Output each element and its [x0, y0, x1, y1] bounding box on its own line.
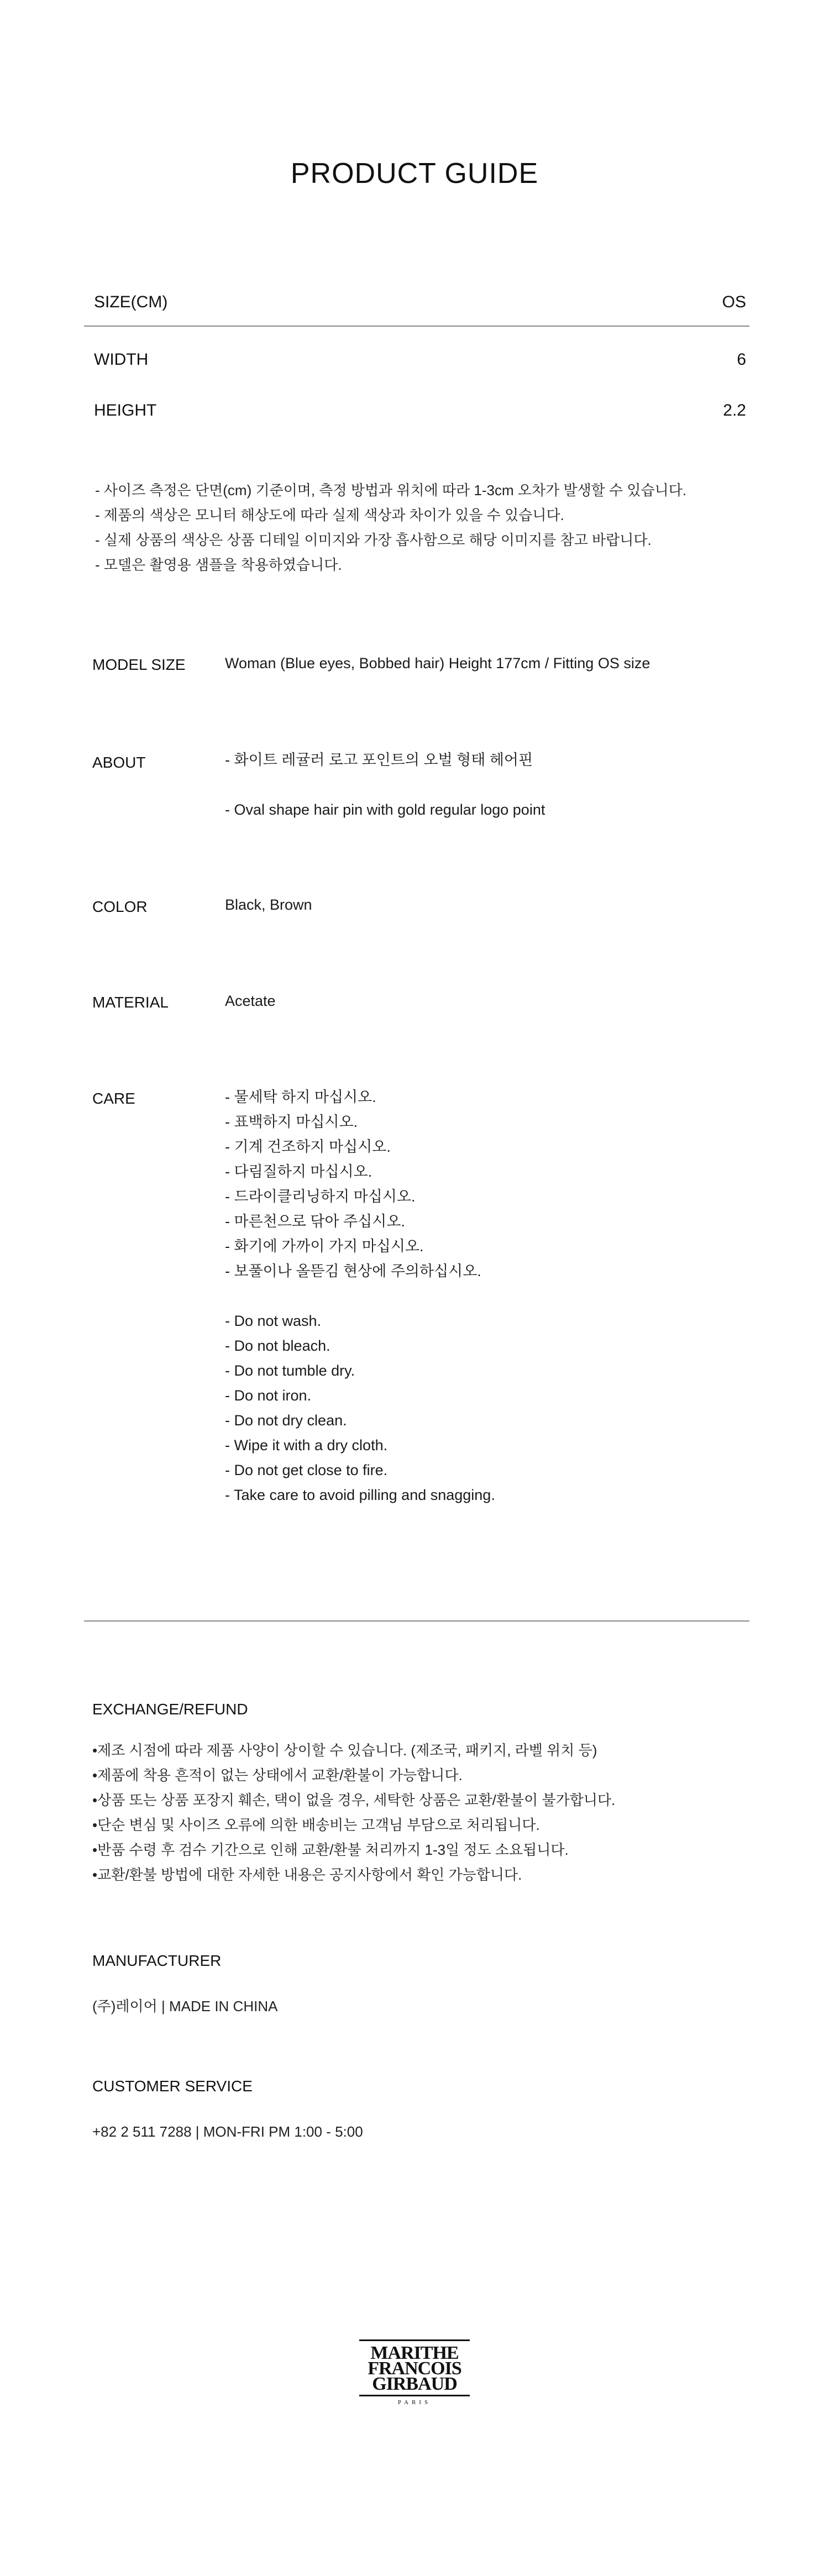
material-label: MATERIAL	[92, 994, 169, 1011]
care-line: - 물세탁 하지 마십시오.	[225, 1089, 376, 1105]
exchange-line: •제품에 착용 흔적이 없는 상태에서 교환/환불이 가능합니다.	[92, 1767, 463, 1783]
care-ko-list	[225, 1085, 481, 1284]
about-en: - Oval shape hair pin with gold regular logo point	[225, 801, 545, 818]
color-label: COLOR	[92, 898, 148, 915]
care-line: - 마른천으로 닦아 주십시오.	[225, 1213, 405, 1230]
exchange-line: •상품 또는 상품 포장지 훼손, 택이 없을 경우, 세탁한 상품은 교환/환불이 불가합니다.	[92, 1792, 616, 1808]
exchange-list	[92, 1738, 615, 1887]
care-line: - 기계 건조하지 마십시오.	[225, 1139, 391, 1155]
logo-bottom-rule	[359, 2395, 470, 2396]
material-value: Acetate	[225, 993, 276, 1009]
care-line: - Do not tumble dry.	[225, 1362, 355, 1379]
exchange-line: •단순 변심 및 사이즈 오류에 의한 배송비는 고객님 부담으로 처리됩니다.	[92, 1817, 540, 1833]
logo-word: GIRBAUD	[372, 2374, 457, 2394]
about-label: ABOUT	[92, 754, 146, 771]
note-line: - 모델은 촬영용 샘플을 착용하였습니다.	[95, 557, 342, 573]
logo-sub: PARIS	[397, 2399, 432, 2406]
exchange-line: •교환/환불 방법에 대한 자세한 내용은 공지사항에서 확인 가능합니다.	[92, 1866, 522, 1883]
size-row-value: 6	[737, 350, 746, 369]
note-line: - 제품의 색상은 모니터 해상도에 따라 실제 색상과 차이가 있을 수 있습니다.	[95, 507, 564, 523]
note-line: - 실제 상품의 색상은 상품 디테일 이미지와 가장 흡사함으로 해당 이미지를 참고 바랍니다.	[95, 532, 652, 548]
page-title: PRODUCT GUIDE	[290, 158, 539, 190]
manufacturer-heading: MANUFACTURER	[92, 1952, 222, 1969]
size-header-value: OS	[722, 293, 746, 311]
size-row-label: HEIGHT	[94, 401, 157, 419]
care-line: - Do not wash.	[225, 1313, 322, 1329]
logo-word: MARITHE	[370, 2343, 459, 2363]
model-size-label: MODEL SIZE	[92, 656, 186, 673]
notes-block	[95, 478, 686, 578]
logo-word: FRANCOIS	[368, 2358, 461, 2379]
care-label: CARE	[92, 1090, 135, 1107]
care-line: - 보풀이나 올뜯김 현상에 주의하십시오.	[225, 1263, 481, 1279]
color-value: Black, Brown	[225, 896, 312, 913]
care-line: - 드라이클리닝하지 마십시오.	[225, 1188, 416, 1205]
customer-service-value: +82 2 511 7288 | MON-FRI PM 1:00 - 5:00	[92, 2123, 363, 2140]
size-row-label: WIDTH	[94, 350, 149, 369]
size-header-label: SIZE(CM)	[94, 293, 168, 311]
care-line: - Do not dry clean.	[225, 1412, 347, 1429]
about-ko: - 화이트 레귤러 로고 포인트의 오벌 형태 헤어핀	[225, 752, 533, 768]
brand-logo	[359, 2339, 470, 2411]
care-en-list	[225, 1309, 495, 1508]
manufacturer-value: (주)레이어 | MADE IN CHINA	[92, 1998, 278, 2014]
size-table-divider	[84, 326, 749, 327]
logo-top-rule	[359, 2339, 470, 2341]
care-line: - Do not bleach.	[225, 1337, 330, 1354]
care-line: - Wipe it with a dry cloth.	[225, 1437, 388, 1454]
exchange-line: •제조 시점에 따라 제품 사양이 상이할 수 있습니다. (제조국, 패키지, 라벨 위치 등)	[92, 1742, 597, 1759]
model-size-value: Woman (Blue eyes, Bobbed hair) Height 177cm / Fitting OS size	[225, 655, 650, 671]
care-line: - 표백하지 마십시오.	[225, 1114, 358, 1130]
care-line: - 다림질하지 마십시오.	[225, 1163, 372, 1180]
care-line: - Do not get close to fire.	[225, 1462, 388, 1478]
care-line: - Take care to avoid pilling and snagging.	[225, 1487, 495, 1503]
exchange-heading: EXCHANGE/REFUND	[92, 1701, 248, 1718]
note-line: - 사이즈 측정은 단면(cm) 기준이며, 측정 방법과 위치에 따라 1-3cm 오차가 발생할 수 있습니다.	[95, 482, 687, 499]
size-row-value: 2.2	[723, 401, 746, 419]
customer-service-heading: CUSTOMER SERVICE	[92, 2077, 253, 2095]
care-line: - Do not iron.	[225, 1387, 312, 1404]
section-divider	[84, 1620, 749, 1622]
exchange-line: •반품 수령 후 검수 기간으로 인해 교환/환불 처리까지 1-3일 정도 소요됩니다.	[92, 1842, 569, 1858]
care-line: - 화기에 가까이 가지 마십시오.	[225, 1238, 424, 1255]
